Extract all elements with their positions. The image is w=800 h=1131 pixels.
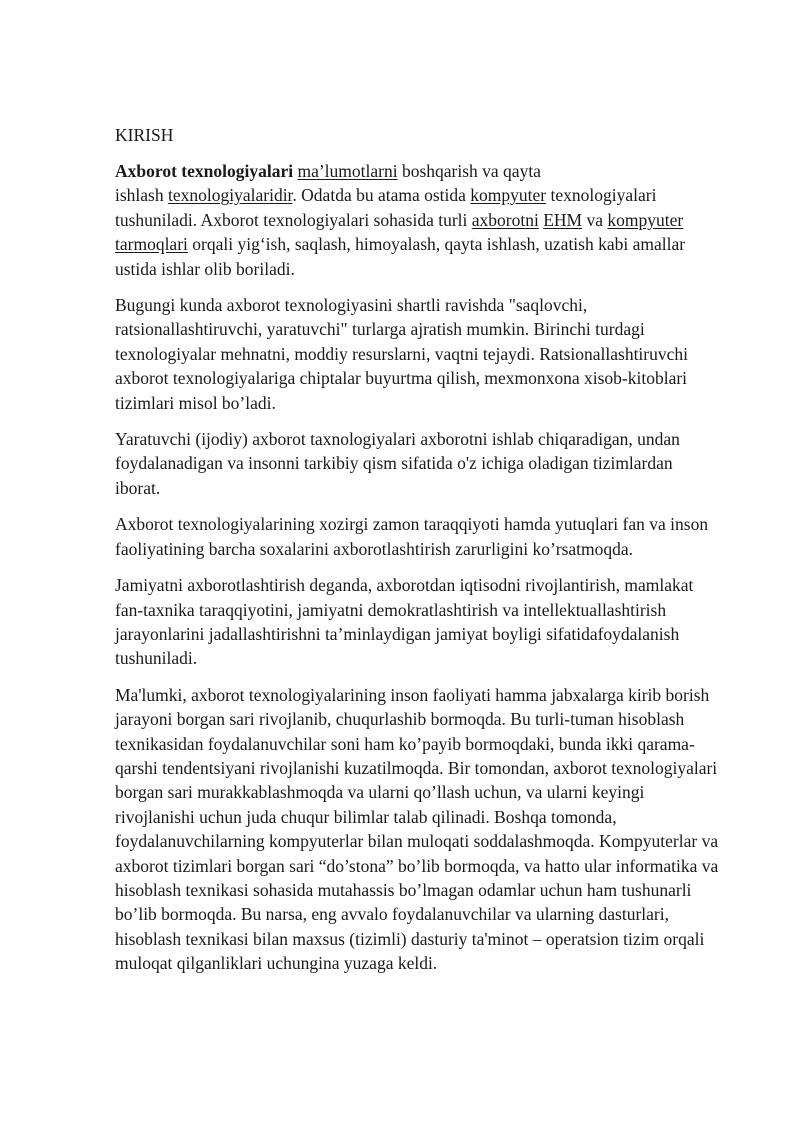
paragraph-6: Ma'lumki, axborot texnologiyalarining inson faoliyati hamma jabxalarga kirib borish jarayoni borgan sari rivojlanib, chuqurlashib bormoqda. Bu turli-tuman hisoblash texnikasidan foydalanuvchilar soni ham ko’payib bormoqdaki, bunda ikki qarama-qarshi tendentsiyani rivojlanishi kuzatilmoqda. Bir tomondan, axborot texnologiyalari borgan sari murakkablashmoqda va ularni qo’llash uchun, va ularni keyingi rivojlanishi uchun juda chuqur bilimlar talab qilinadi. Boshqa tomonda, foydalanuvchilarning kompyuterlar bilan muloqati soddalashmoqda. Kompyuterlar va axborot tizimlari borgan sari “do’stona” bo’lib bormoqda, va hatto ular informatika va hisoblash texnikasi sohasida mutahassis bo’lmagan odamlar uchun ham tushunarli bo’lib bormoqda. Bu narsa, eng avvalo foydalanuvchilar va ularning dasturlari, hisoblash texnikasi bilan maxsus (tizimli) dasturiy ta'minot – operatsion tizim orqali muloqat qilganliklari uchungina yuzaga keldi.: [115, 684, 719, 974]
text-segment: orqali yigʻish, saqlash, himoyalash, qayta ishlash, uzatish kabi amallar ustida ishlar olib boriladi.: [115, 234, 686, 279]
text-segment: . Odatda bu atama ostida: [292, 185, 471, 206]
text-segment: texnologiyalari tushuniladi. Axborot texnologiyalari sohasida turli: [115, 185, 657, 230]
link-kompyuter-tarmoqlari[interactable]: kompyuter tarmoqlari: [115, 209, 684, 255]
text-segment: boshqarish va qayta: [397, 161, 541, 181]
paragraph-2: Bugungi kunda axborot texnologiyasini shartli ravishda "saqlovchi, ratsionallashtiruvchi, yaratuvchi" turlarga ajratish mumkin. Birinchi turdagi texnologiyalar mehnatni, moddiy resurslarni, vaqtni tejaydi. Ratsionallashtiruvchi axborot texnologiyalariga chiptalar buyurtma qilish, mexmonxona xisob-kitoblari tizimlari misol bo’ladi.: [115, 295, 688, 413]
bold-term: Axborot texnologiyalari: [115, 161, 294, 181]
paragraph-intro: [115, 159, 720, 281]
link-ehm[interactable]: EHM: [543, 209, 583, 230]
text-segment: ishlash: [115, 185, 168, 206]
link-malumotlarni[interactable]: ma’lumotlarni: [297, 161, 398, 181]
paragraph-4: Axborot texnologiyalarining xozirgi zamon taraqqiyoti hamda yutuqlari fan va inson faoliyatining barcha soxalarini axborotlashtirish zarurligini ko’rsatmoqda.: [115, 514, 709, 559]
paragraph-5: Jamiyatni axborotlashtirish deganda, axborotdan iqtisodni rivojlantirish, mamlakat fan-taxnika taraqqiyotini, jamiyatni demokratlashtirish va intellektuallashtirish jarayonlarini jadallashtirishni taʼminlaydigan jamiyat boyligi sifatidafoydalanish tushuniladi.: [115, 575, 694, 669]
document-heading: KIRISH: [115, 125, 174, 145]
link-kompyuter[interactable]: kompyuter: [470, 185, 547, 206]
link-axborotni[interactable]: axborotni: [471, 209, 539, 230]
text-segment: va: [582, 209, 608, 230]
paragraph-3: Yaratuvchi (ijodiy) axborot taxnologiyalari axborotni ishlab chiqaradigan, undan foydalanadigan va insonni tarkibiy qism sifatida o'z ichiga oladigan tizimlardan iborat.: [115, 429, 680, 498]
link-texnologiyalaridir[interactable]: texnologiyalaridir: [168, 185, 293, 206]
